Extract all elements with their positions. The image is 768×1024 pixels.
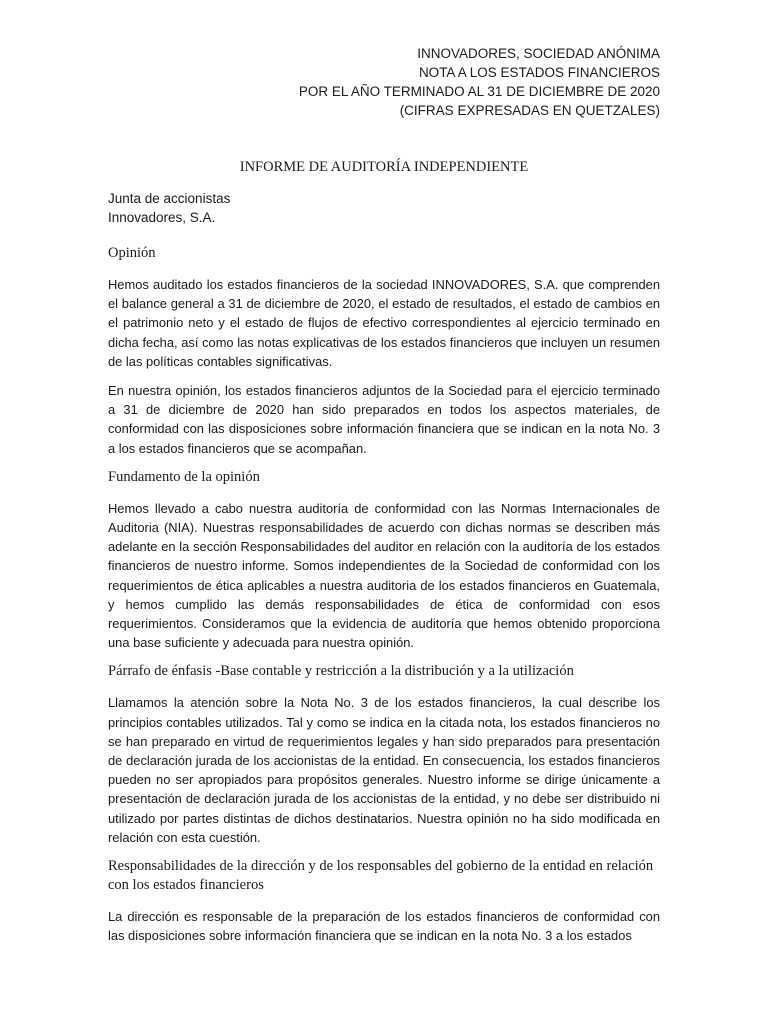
paragraph-fundamento-1: Hemos llevado a cabo nuestra auditoría de conformidad con las Normas Internacionales de Auditoria (NIA). Nuestras responsabilidades de acuerdo con dichas normas se describen más adelante en la sección Responsabilidades del auditor en relación con la auditoría de los estados financieros de nuestro informe. Somos independientes de la Sociedad de conformidad con los requerimientos de ética aplicables a nuestra auditoria de los estados financieros en Guatemala, y hemos cumplido las demás responsabilidades de ética de conformidad con esos requerimientos. Consideramos que la evidencia de auditoría que hemos obtenido proporciona una base suficiente y adecuada para nuestra opinión. [108, 500, 660, 651]
document-header [299, 44, 660, 120]
header-currency: (CIFRAS EXPRESADAS EN QUETZALES) [399, 103, 660, 118]
addressee-line-1: Junta de accionistas [108, 191, 231, 206]
paragraph-enfasis-1: Llamamos la atención sobre la Nota No. 3 de los estados financieros, la cual describe los principios contables utilizados. Tal y como se indica en la citada nota, los estados financieros no se han preparado en virtud de requerimientos legales y han sido preparados para presentación de declaración jurada de los accionistas de la entidad. En consecuencia, los estados financieros pueden no ser apropiados para propósitos generales. Nuestro informe se dirige únicamente a presentación de declaración jurada de los accionistas de la entidad, y no debe ser distribuido ni utilizado por partes distintas de dichos destinatarios. Nuestra opinión no ha sido modificada en relación con esta cuestión. [108, 695, 660, 845]
section-heading-responsabilidades: Responsabilidades de la dirección y de los responsables del gobierno de la entidad en relación con los estados financieros [108, 858, 654, 894]
report-body [108, 244, 660, 955]
addressee [108, 189, 230, 227]
report-title: INFORME DE AUDITORÍA INDEPENDIENTE [239, 159, 529, 175]
section-heading-fundamento: Fundamento de la opinión [108, 468, 260, 485]
paragraph-responsabilidades-1: La dirección es responsable de la preparación de los estados financieros de conformidad con las disposiciones sobre información financiera que se indican en la nota No. 3 a los estados [108, 909, 660, 944]
header-note: NOTA A LOS ESTADOS FINANCIEROS [418, 65, 660, 80]
header-period: POR EL AÑO TERMINADO AL 31 DE DICIEMBRE DE 2020 [298, 84, 660, 99]
section-heading-enfasis: Párrafo de énfasis -Base contable y restricción a la distribución y a la utilización [108, 663, 574, 680]
paragraph-opinion-2: En nuestra opinión, los estados financieros adjuntos de la Sociedad para el ejercicio terminado a 31 de diciembre de 2020 han sido preparados en todos los aspectos materiales, de conformidad con las disposiciones sobre información financiera que se indican en la nota No. 3 a los estados financieros que se acompañan. [108, 383, 660, 456]
addressee-line-2: Innovadores, S.A. [108, 210, 216, 225]
paragraph-opinion-1: Hemos auditado los estados financieros de la sociedad INNOVADORES, S.A. que comprenden el balance general a 31 de diciembre de 2020, el estado de resultados, el estado de cambios en el patrimonio neto y el estado de flujos de efectivo correspondientes al ejercicio terminado en dicha fecha, así como las notas explicativas de los estados financieros que incluyen un resumen de las políticas contables significativas. [108, 277, 660, 369]
section-heading-opinion: Opinión [108, 245, 156, 261]
company-name: INNOVADORES, SOCIEDAD ANÓNIMA [417, 46, 660, 61]
